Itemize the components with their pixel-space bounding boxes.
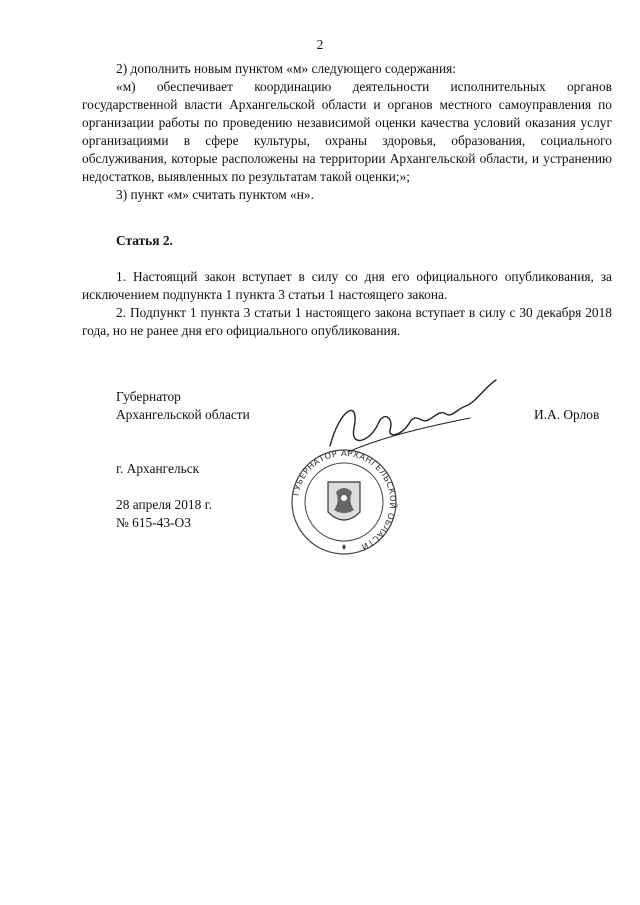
svg-text:ГУБЕРНАТОР АРХАНГЕЛЬСКОЙ ОБЛАС: ГУБЕРНАТОР АРХАНГЕЛЬСКОЙ ОБЛАСТИ [290, 447, 399, 553]
paragraph-new-item-m: «м) обеспечивает координацию деятельности исполнительных органов государственной власти Архангельской области и органов местного самоуправления по организации работы по проведению независимой оценки качества условий оказания услуг организациями в сфере культуры, охраны здоровья, образования, социального обслуживания, которые расположены на территории Архангельской области, и устранению недостатков, выявленных по результатам такой оценки;»; [82, 79, 612, 184]
signatory-title-line2: Архангельской области [116, 407, 250, 422]
law-number: № 615-43-ОЗ [116, 515, 191, 530]
handwritten-signature-icon [320, 378, 510, 458]
signing-date: 28 апреля 2018 г. [116, 497, 212, 512]
article-paragraph-2: 2. Подпункт 1 пункта 3 статьи 1 настоящего закона вступает в силу с 30 декабря 2018 года, но не ранее дня его официального опубликования. [82, 305, 612, 338]
amendment-text [82, 60, 612, 204]
article-heading: Статья 2. [116, 233, 173, 248]
signatory-name: И.А. Орлов [534, 407, 600, 422]
paragraph-renumber: 3) пункт «м» считать пунктом «н». [116, 187, 314, 202]
article-body [82, 268, 612, 340]
signatory-title-line1: Губернатор [116, 389, 181, 404]
place-of-signing: г. Архангельск [116, 461, 200, 476]
signatory-title [116, 388, 250, 424]
paragraph-amend-add: 2) дополнить новым пунктом «м» следующего содержания: [116, 61, 456, 76]
article-paragraph-1: 1. Настоящий закон вступает в силу со дня его официального опубликования, за исключением подпункта 1 пункта 3 статьи 1 настоящего закона. [82, 269, 612, 302]
page-number: 2 [316, 37, 324, 52]
